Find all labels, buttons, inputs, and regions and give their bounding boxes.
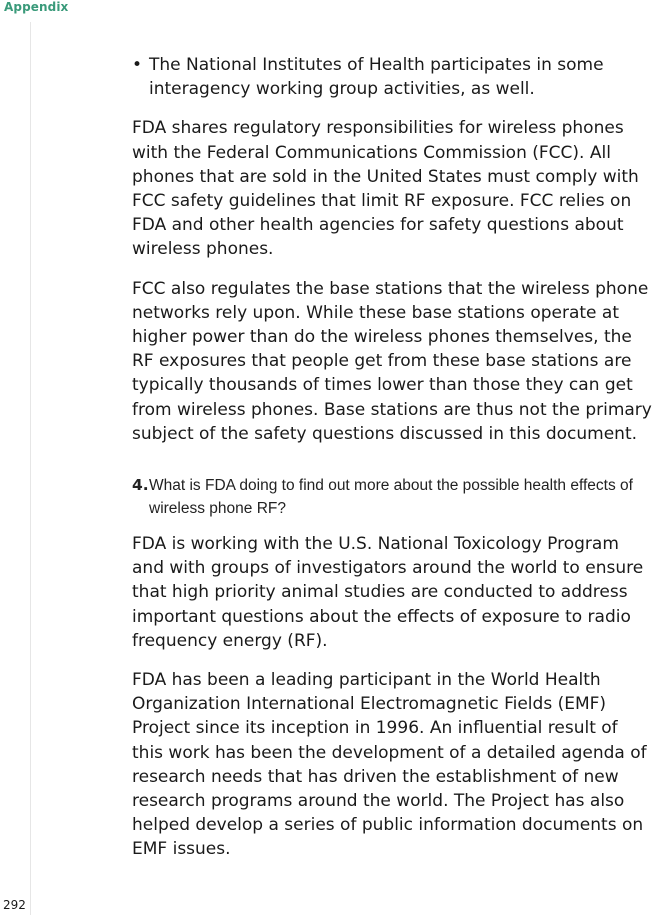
page-content <box>132 53 654 877</box>
page-number: 292 <box>3 898 26 912</box>
paragraph-base-stations: FCC also regulates the base stations that the wireless phone networks rely upon. While these base stations operate at higher power than do the wireless phones themselves, the RF exposures that people get from these base stations are typically thousands of times lower than those they can get from wireless phones. Base stations are thus not the primary subject of the safety questions discussed in this document. <box>132 278 652 444</box>
bullet-text: The National Institutes of Health participates in some interagency working group activities, as well. <box>149 55 604 100</box>
paragraph-fcc-regulatory: FDA shares regulatory responsibilities for wireless phones with the Federal Communications Commission (FCC). All phones that are sold in the United States must comply with FCC safety guidelines that limit RF exposure. FCC relies on FDA and other health agencies for safety questions about wireless phones. <box>132 118 639 260</box>
bullet-item <box>132 53 654 101</box>
bullet-mark: • <box>132 55 143 75</box>
question-heading <box>132 474 654 520</box>
question-number: 4. <box>132 476 149 495</box>
running-header-section: Appendix <box>4 0 69 14</box>
paragraph-toxicology-program: FDA is working with the U.S. National Toxicology Program and with groups of investigators around the world to ensure that high priority animal studies are conducted to address important questions about the effects of exposure to radio frequency energy (RF). <box>132 534 644 651</box>
margin-rule <box>30 22 31 915</box>
question-text: What is FDA doing to find out more about the possible health effects of wireless phone RF? <box>149 477 633 518</box>
paragraph-who-emf-project: FDA has been a leading participant in the World Health Organization International Electromagnetic Fields (EMF) Project since its inception in 1996. An influential result of this work has been the development of a detailed agenda of research needs that has driven the establishment of new research programs around the world. The Project has also helped develop a series of public information documents on EMF issues. <box>132 670 647 860</box>
